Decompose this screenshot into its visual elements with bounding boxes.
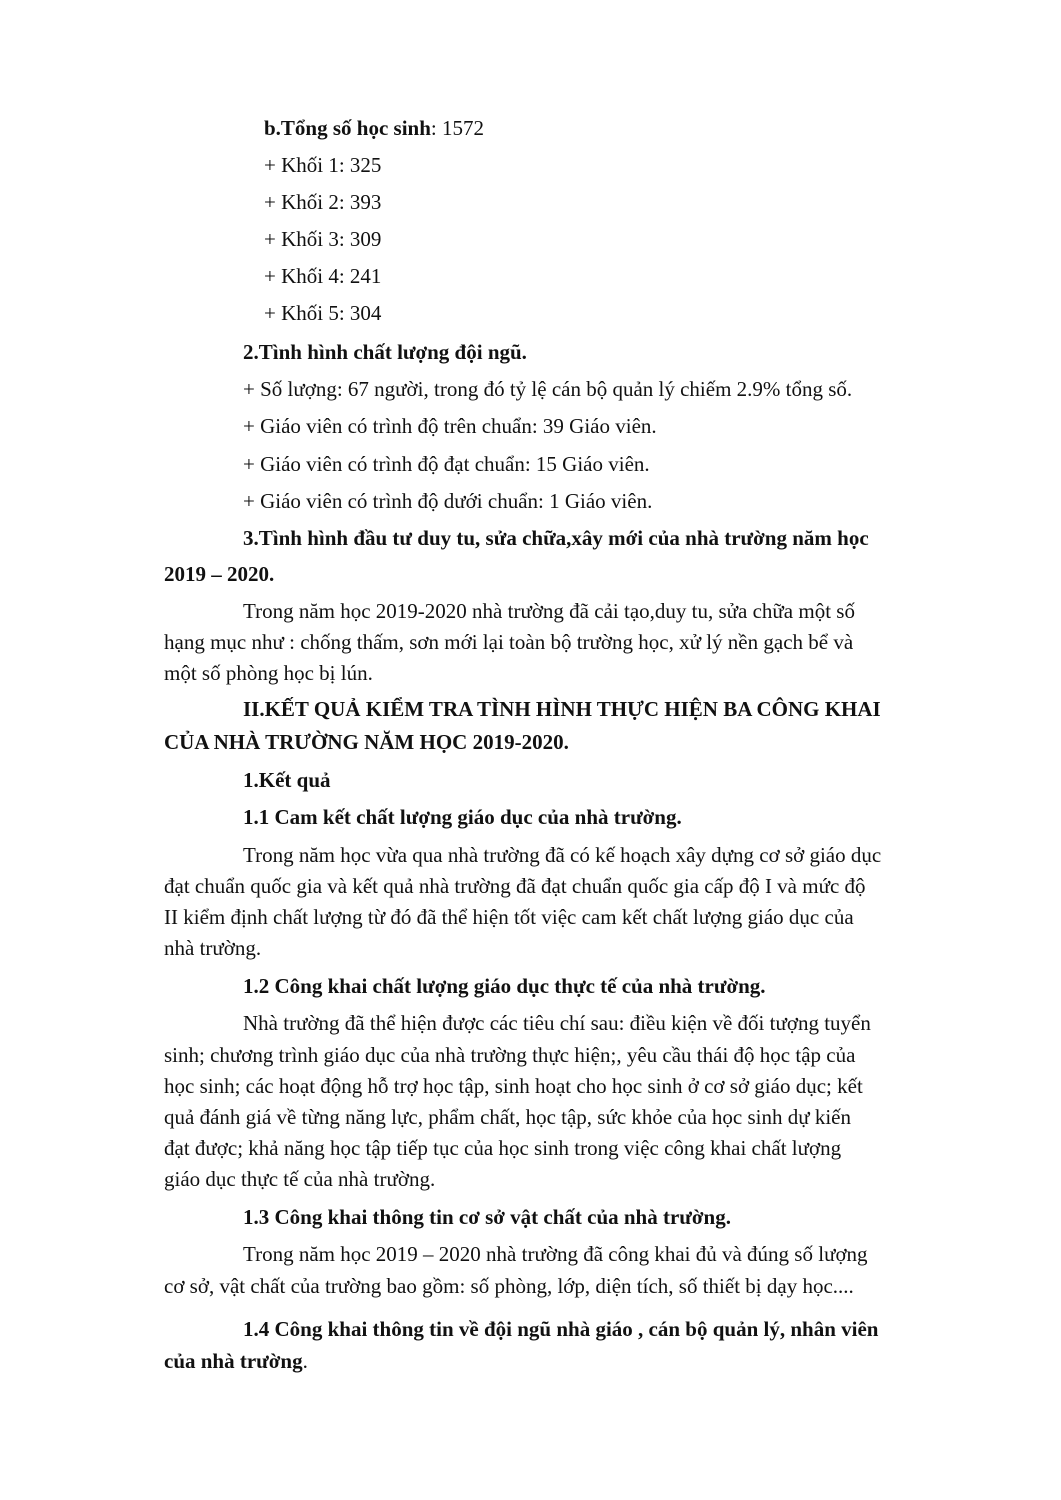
subsection-1-4-heading-period: . (302, 1349, 308, 1373)
subsection-1-1-heading: 1.1 Cam kết chất lượng giáo dục của nhà trường. (243, 805, 682, 829)
subsection-1-4-heading: 1.4 Công khai thông tin về đội ngũ nhà giáo , cán bộ quản lý, nhân viên (243, 1317, 879, 1341)
subsection-1-2-line: quả đánh giá về từng năng lực, phẩm chất, học tập, sức khỏe của học sinh dự kiến (164, 1105, 852, 1129)
subsection-1-4-heading-text: của nhà trường (164, 1349, 303, 1373)
staff-item: + Giáo viên có trình độ dưới chuẩn: 1 Giáo viên. (243, 489, 653, 513)
grade-line: + Khối 4: 241 (264, 264, 382, 288)
students-heading (264, 110, 484, 147)
section-ii-heading: II.KẾT QUẢ KIỂM TRA TÌNH HÌNH THỰC HIỆN BA CÔNG KHAI (243, 697, 881, 721)
staff-item: + Số lượng: 67 người, trong đó tỷ lệ cán bộ quản lý chiếm 2.9% tổng số. (243, 377, 853, 401)
investment-body-line: Trong năm học 2019-2020 nhà trường đã cải tạo,duy tu, sửa chữa một số (243, 599, 855, 623)
grade-line: + Khối 2: 393 (264, 190, 382, 214)
investment-heading: 2019 – 2020. (164, 562, 275, 586)
investment-body-line: hạng mục như : chống thấm, sơn mới lại toàn bộ trường học, xử lý nền gạch bể và (164, 630, 854, 654)
result-heading: 1.Kết quả (243, 768, 331, 792)
subsection-1-2-line: học sinh; các hoạt động hỗ trợ học tập, sinh hoạt cho học sinh ở cơ sở giáo dục; kết (164, 1074, 863, 1098)
subsection-1-2-line: giáo dục thực tế của nhà trường. (164, 1167, 436, 1191)
subsection-1-2-heading: 1.2 Công khai chất lượng giáo dục thực tế của nhà trường. (243, 974, 766, 998)
subsection-1-1-line: Trong năm học vừa qua nhà trường đã có kế hoạch xây dựng cơ sở giáo dục (243, 843, 882, 867)
investment-body-line: một số phòng học bị lún. (164, 661, 373, 685)
students-heading-value: : 1572 (430, 116, 484, 140)
subsection-1-1-line: nhà trường. (164, 936, 262, 960)
grade-line: + Khối 1: 325 (264, 153, 382, 177)
staff-item: + Giáo viên có trình độ đạt chuẩn: 15 Giáo viên. (243, 452, 650, 476)
subsection-1-4-heading (164, 1343, 308, 1380)
section-ii-heading: CỦA NHÀ TRƯỜNG NĂM HỌC 2019-2020. (164, 730, 569, 754)
staff-item: + Giáo viên có trình độ trên chuẩn: 39 Giáo viên. (243, 414, 657, 438)
subsection-1-3-line: Trong năm học 2019 – 2020 nhà trường đã công khai đủ và đúng số lượng (243, 1242, 868, 1266)
grade-line: + Khối 5: 304 (264, 301, 382, 325)
students-heading-label: b.Tổng số học sinh (264, 116, 431, 140)
subsection-1-1-line: đạt chuẩn quốc gia và kết quả nhà trường đã đạt chuẩn quốc gia cấp độ I và mức độ (164, 874, 866, 898)
subsection-1-2-line: Nhà trường đã thể hiện được các tiêu chí sau: điều kiện về đối tượng tuyển (243, 1011, 871, 1035)
investment-heading: 3.Tình hình đầu tư duy tu, sửa chữa,xây mới của nhà trường năm học (243, 526, 869, 550)
staff-heading: 2.Tình hình chất lượng đội ngũ. (243, 340, 527, 364)
subsection-1-3-heading: 1.3 Công khai thông tin cơ sở vật chất của nhà trường. (243, 1205, 731, 1229)
subsection-1-2-line: sinh; chương trình giáo dục của nhà trường thực hiện;, yêu cầu thái độ học tập của (164, 1043, 856, 1067)
subsection-1-1-line: II kiểm định chất lượng từ đó đã thể hiện tốt việc cam kết chất lượng giáo dục của (164, 905, 854, 929)
subsection-1-3-line: cơ sở, vật chất của trường bao gồm: số phòng, lớp, diện tích, số thiết bị dạy học.... (164, 1274, 854, 1298)
subsection-1-2-line: đạt được; khả năng học tập tiếp tục của học sinh trong việc công khai chất lượng (164, 1136, 842, 1160)
grade-line: + Khối 3: 309 (264, 227, 382, 251)
